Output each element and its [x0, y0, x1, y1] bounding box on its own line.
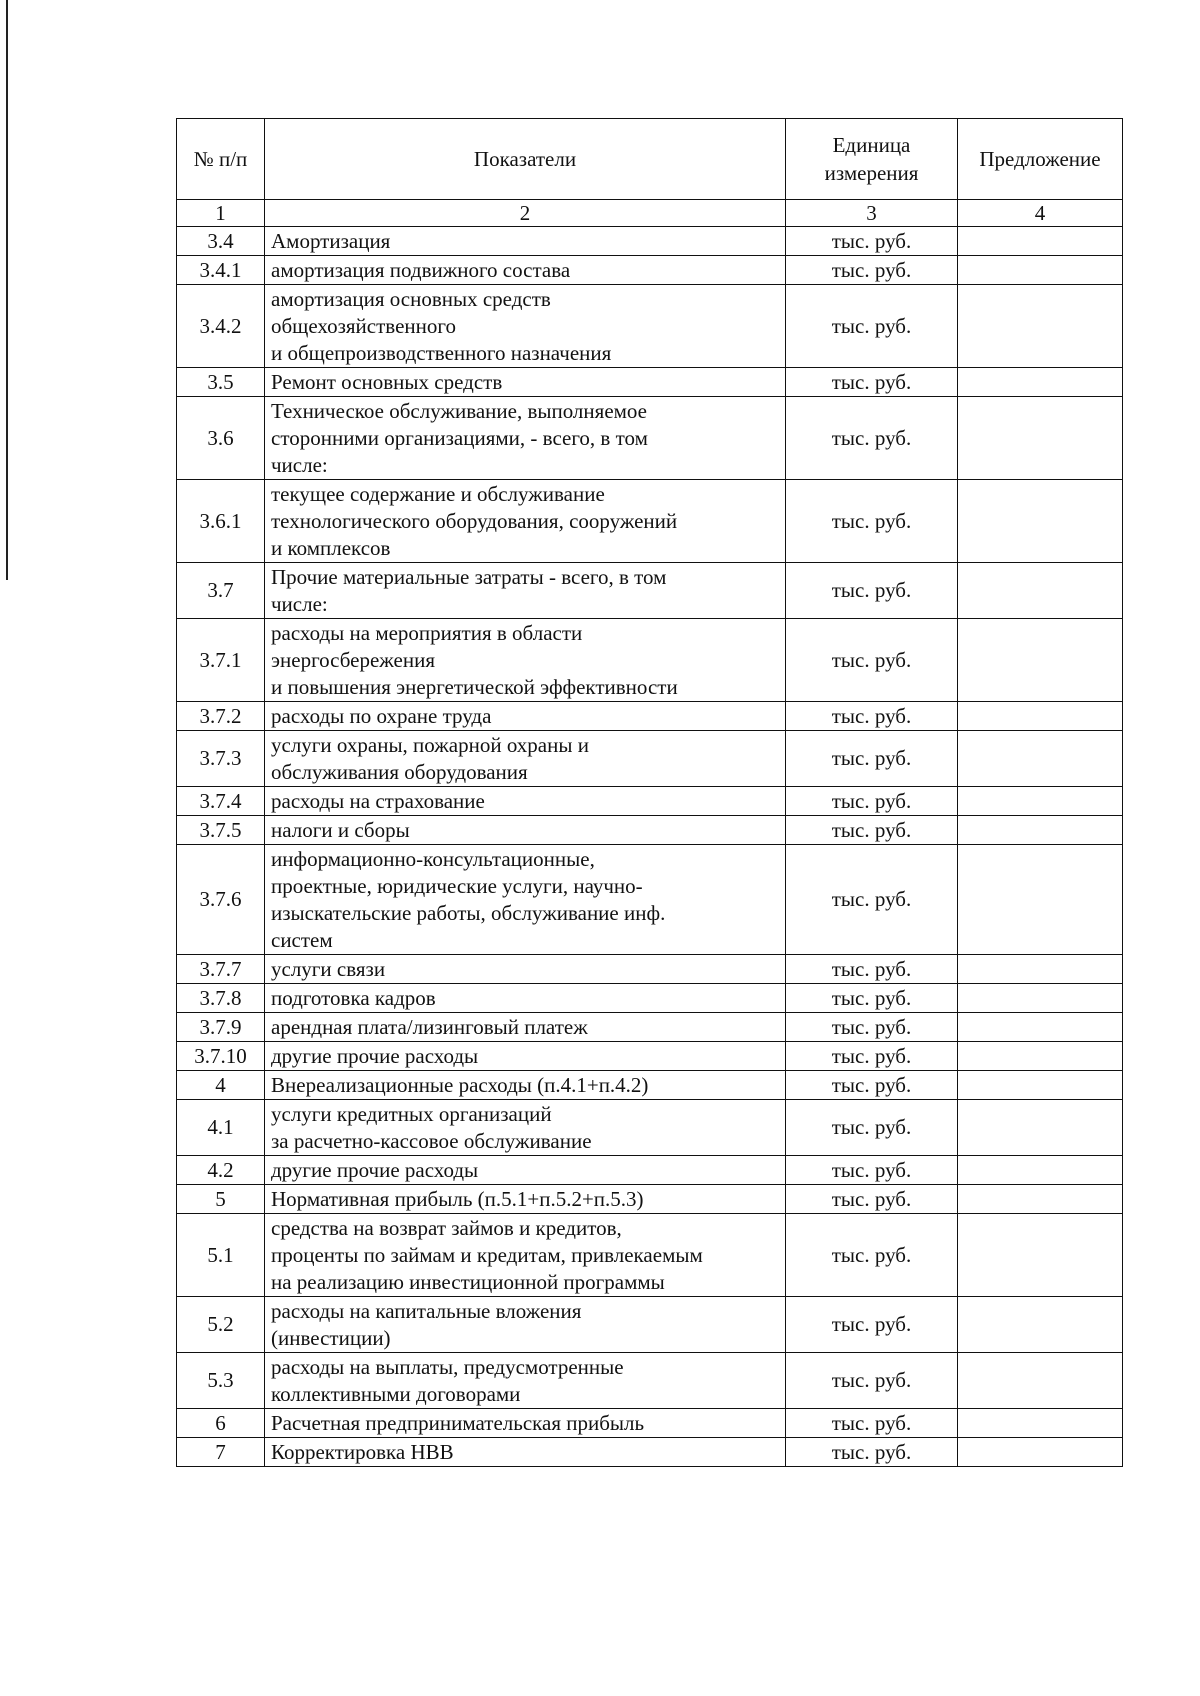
row-number: 4	[177, 1071, 265, 1100]
row-proposal	[958, 816, 1123, 845]
row-indicator: информационно-консультационные, проектные, юридические услуги, научно- изыскательские работы, обслуживание инф. систем	[265, 845, 786, 955]
row-proposal	[958, 845, 1123, 955]
row-proposal	[958, 1353, 1123, 1409]
row-number: 4.2	[177, 1156, 265, 1185]
row-indicator: подготовка кадров	[265, 984, 786, 1013]
table-row	[177, 397, 1123, 480]
row-number: 7	[177, 1438, 265, 1467]
table-row	[177, 368, 1123, 397]
row-proposal	[958, 1214, 1123, 1297]
row-unit: тыс. руб.	[786, 619, 958, 702]
row-number: 3.4	[177, 227, 265, 256]
row-proposal	[958, 619, 1123, 702]
row-indicator: Нормативная прибыль (п.5.1+п.5.2+п.5.3)	[265, 1185, 786, 1214]
row-unit: тыс. руб.	[786, 955, 958, 984]
row-indicator: расходы на страхование	[265, 787, 786, 816]
table-row	[177, 1042, 1123, 1071]
row-proposal	[958, 1297, 1123, 1353]
row-proposal	[958, 480, 1123, 563]
row-number: 5.2	[177, 1297, 265, 1353]
row-unit: тыс. руб.	[786, 1409, 958, 1438]
row-proposal	[958, 368, 1123, 397]
row-unit: тыс. руб.	[786, 227, 958, 256]
row-number: 3.4.1	[177, 256, 265, 285]
row-indicator: расходы на мероприятия в области энергосбережения и повышения энергетической эффективности	[265, 619, 786, 702]
indicators-table	[176, 118, 1123, 1467]
row-unit: тыс. руб.	[786, 368, 958, 397]
row-proposal	[958, 1438, 1123, 1467]
row-unit: тыс. руб.	[786, 1297, 958, 1353]
row-unit: тыс. руб.	[786, 1353, 958, 1409]
table-body	[177, 227, 1123, 1467]
table-row	[177, 1214, 1123, 1297]
column-number: 4	[958, 200, 1123, 227]
row-number: 3.7.8	[177, 984, 265, 1013]
table-row	[177, 619, 1123, 702]
row-indicator: Расчетная предпринимательская прибыль	[265, 1409, 786, 1438]
row-indicator: амортизация подвижного состава	[265, 256, 786, 285]
row-indicator: арендная плата/лизинговый платеж	[265, 1013, 786, 1042]
row-proposal	[958, 787, 1123, 816]
row-proposal	[958, 256, 1123, 285]
row-number: 3.4.2	[177, 285, 265, 368]
row-unit: тыс. руб.	[786, 816, 958, 845]
row-unit: тыс. руб.	[786, 1156, 958, 1185]
row-unit: тыс. руб.	[786, 563, 958, 619]
row-number: 4.1	[177, 1100, 265, 1156]
row-proposal	[958, 1100, 1123, 1156]
row-proposal	[958, 955, 1123, 984]
table-row	[177, 1353, 1123, 1409]
row-proposal	[958, 1071, 1123, 1100]
row-number: 3.7.2	[177, 702, 265, 731]
row-indicator: текущее содержание и обслуживание технологического оборудования, сооружений и комплексов	[265, 480, 786, 563]
row-indicator: налоги и сборы	[265, 816, 786, 845]
table-row	[177, 1438, 1123, 1467]
row-proposal	[958, 227, 1123, 256]
column-number: 1	[177, 200, 265, 227]
row-unit: тыс. руб.	[786, 984, 958, 1013]
header-unit: Единица измерения	[786, 119, 958, 200]
table-row	[177, 563, 1123, 619]
table-row	[177, 816, 1123, 845]
column-number: 2	[265, 200, 786, 227]
row-number: 3.7	[177, 563, 265, 619]
row-unit: тыс. руб.	[786, 702, 958, 731]
row-unit: тыс. руб.	[786, 1185, 958, 1214]
row-unit: тыс. руб.	[786, 480, 958, 563]
row-number: 3.5	[177, 368, 265, 397]
row-indicator: Прочие материальные затраты - всего, в том числе:	[265, 563, 786, 619]
table-row	[177, 227, 1123, 256]
row-unit: тыс. руб.	[786, 731, 958, 787]
row-indicator: Амортизация	[265, 227, 786, 256]
row-number: 5.1	[177, 1214, 265, 1297]
row-proposal	[958, 1409, 1123, 1438]
table-row	[177, 984, 1123, 1013]
row-indicator: расходы на выплаты, предусмотренные коллективными договорами	[265, 1353, 786, 1409]
row-proposal	[958, 984, 1123, 1013]
table-row	[177, 480, 1123, 563]
row-proposal	[958, 1156, 1123, 1185]
table-row	[177, 1100, 1123, 1156]
row-indicator: услуги кредитных организаций за расчетно-кассовое обслуживание	[265, 1100, 786, 1156]
row-proposal	[958, 397, 1123, 480]
header-number: № п/п	[177, 119, 265, 200]
row-number: 5	[177, 1185, 265, 1214]
row-unit: тыс. руб.	[786, 1100, 958, 1156]
row-proposal	[958, 731, 1123, 787]
table-row	[177, 1297, 1123, 1353]
row-proposal	[958, 702, 1123, 731]
row-number: 3.7.5	[177, 816, 265, 845]
row-indicator: Внереализационные расходы (п.4.1+п.4.2)	[265, 1071, 786, 1100]
header-proposal: Предложение	[958, 119, 1123, 200]
row-number: 3.7.4	[177, 787, 265, 816]
table-row	[177, 787, 1123, 816]
row-unit: тыс. руб.	[786, 845, 958, 955]
row-number: 3.7.3	[177, 731, 265, 787]
row-number: 5.3	[177, 1353, 265, 1409]
table-row	[177, 702, 1123, 731]
row-proposal	[958, 1185, 1123, 1214]
row-proposal	[958, 563, 1123, 619]
row-unit: тыс. руб.	[786, 1438, 958, 1467]
row-indicator: средства на возврат займов и кредитов, проценты по займам и кредитам, привлекаемым на реализацию инвестиционной программы	[265, 1214, 786, 1297]
column-number: 3	[786, 200, 958, 227]
row-indicator: Ремонт основных средств	[265, 368, 786, 397]
row-indicator: расходы на капитальные вложения (инвестиции)	[265, 1297, 786, 1353]
table-row	[177, 955, 1123, 984]
row-unit: тыс. руб.	[786, 285, 958, 368]
row-number: 3.7.6	[177, 845, 265, 955]
table-row	[177, 731, 1123, 787]
table-row	[177, 1156, 1123, 1185]
row-unit: тыс. руб.	[786, 397, 958, 480]
row-number: 3.7.10	[177, 1042, 265, 1071]
table-row	[177, 1409, 1123, 1438]
row-proposal	[958, 1042, 1123, 1071]
row-indicator: другие прочие расходы	[265, 1042, 786, 1071]
margin-binding-line	[6, 0, 8, 580]
row-indicator: амортизация основных средств общехозяйственного и общепроизводственного назначения	[265, 285, 786, 368]
table-row	[177, 1013, 1123, 1042]
row-indicator: Корректировка НВВ	[265, 1438, 786, 1467]
row-unit: тыс. руб.	[786, 1071, 958, 1100]
row-indicator: другие прочие расходы	[265, 1156, 786, 1185]
table-row	[177, 1071, 1123, 1100]
row-unit: тыс. руб.	[786, 1013, 958, 1042]
column-numbers-row	[177, 200, 1123, 227]
table-header-row	[177, 119, 1123, 200]
row-proposal	[958, 285, 1123, 368]
table-row	[177, 1185, 1123, 1214]
row-number: 6	[177, 1409, 265, 1438]
header-indicators: Показатели	[265, 119, 786, 200]
row-unit: тыс. руб.	[786, 1042, 958, 1071]
table-row	[177, 285, 1123, 368]
row-number: 3.7.1	[177, 619, 265, 702]
row-number: 3.6.1	[177, 480, 265, 563]
row-proposal	[958, 1013, 1123, 1042]
row-number: 3.6	[177, 397, 265, 480]
row-unit: тыс. руб.	[786, 787, 958, 816]
row-number: 3.7.7	[177, 955, 265, 984]
row-indicator: Техническое обслуживание, выполняемое сторонними организациями, - всего, в том числе:	[265, 397, 786, 480]
row-indicator: расходы по охране труда	[265, 702, 786, 731]
table-row	[177, 256, 1123, 285]
row-number: 3.7.9	[177, 1013, 265, 1042]
row-unit: тыс. руб.	[786, 1214, 958, 1297]
row-indicator: услуги охраны, пожарной охраны и обслуживания оборудования	[265, 731, 786, 787]
table-row	[177, 845, 1123, 955]
row-indicator: услуги связи	[265, 955, 786, 984]
row-unit: тыс. руб.	[786, 256, 958, 285]
